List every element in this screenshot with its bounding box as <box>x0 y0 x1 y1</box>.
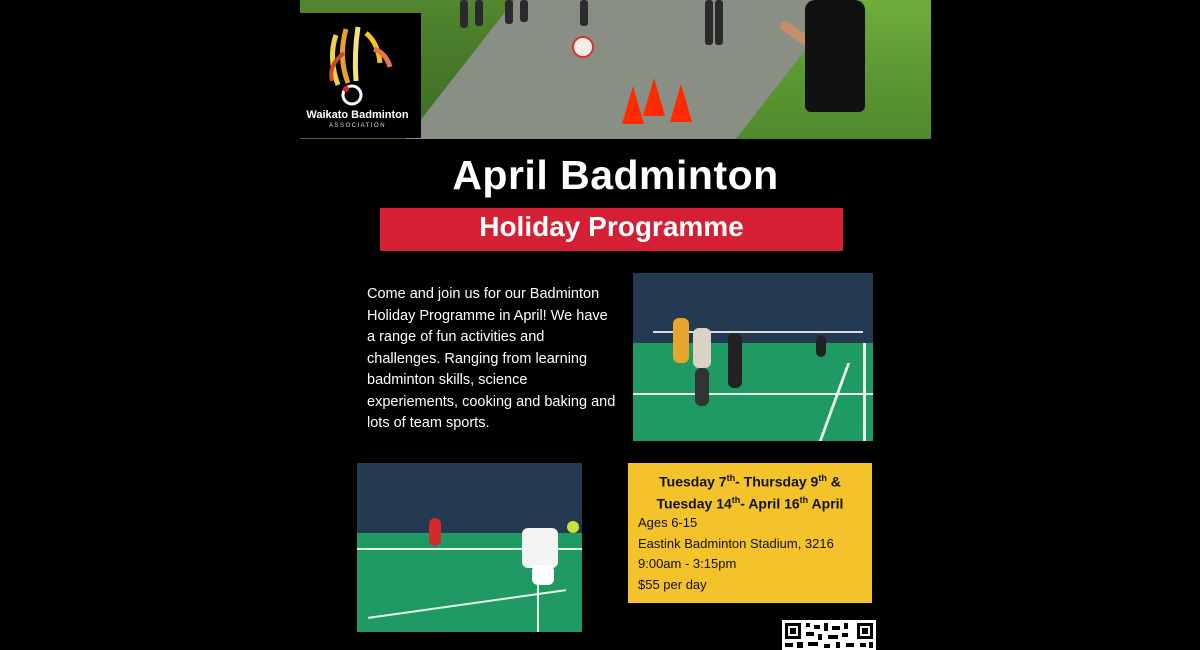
player <box>728 333 742 388</box>
child-figure <box>805 0 865 112</box>
court-line <box>633 393 873 395</box>
shuttlecock-logo-icon <box>294 13 421 108</box>
date-text: - April 16 <box>740 495 800 512</box>
page-subtitle: Holiday Programme <box>479 211 744 242</box>
qr-code[interactable] <box>782 620 876 650</box>
target <box>429 518 441 546</box>
court-photo-child <box>357 463 582 632</box>
court-line <box>863 343 866 441</box>
date-text: April <box>808 495 844 512</box>
price-text: $55 per day <box>638 576 707 592</box>
child-shirt <box>522 528 558 568</box>
person-leg <box>715 0 723 45</box>
ages-text: Ages 6-15 <box>638 515 698 530</box>
date-text: Tuesday 7 <box>659 473 727 490</box>
player-legs <box>695 368 709 406</box>
venue-text: Eastink Badminton Stadium, 3216 <box>638 535 834 551</box>
time-text: 9:00am - 3:15pm <box>638 556 737 571</box>
programme-details-box <box>628 463 872 603</box>
ball <box>567 521 579 533</box>
programme-description: Come and join us for our Badminton Holiday Programme in April! We have a range of fun activities and challenges. Ranging from learning badminton skills, science experiements, cooking and baking and lots of team sports. <box>367 286 616 431</box>
logo-name: Waikato Badminton <box>306 109 409 121</box>
cone <box>643 78 665 116</box>
date-suffix: th <box>726 473 736 483</box>
logo-subtitle: ASSOCIATION <box>328 123 387 129</box>
programme-dates <box>628 469 872 512</box>
person-leg <box>505 0 513 24</box>
person-leg <box>580 0 588 26</box>
date-suffix: th <box>818 473 827 483</box>
person-leg <box>475 0 483 26</box>
date-text: & <box>826 473 841 490</box>
programme-info <box>638 513 834 595</box>
date-suffix: th <box>731 494 741 505</box>
cone <box>622 86 644 124</box>
cone <box>670 84 692 122</box>
person-leg <box>460 0 468 28</box>
ball <box>572 36 594 58</box>
waikato-badminton-logo <box>294 13 421 138</box>
hall-wall <box>357 463 582 533</box>
dates-line-1 <box>628 469 872 491</box>
child-shorts <box>532 565 554 585</box>
court-photo-players <box>633 273 873 441</box>
player <box>693 328 711 368</box>
date-text: Tuesday 14 <box>656 495 732 512</box>
qr-code-icon <box>782 620 876 650</box>
dates-line-2 <box>628 491 872 513</box>
date-suffix: th <box>799 494 809 505</box>
person-leg <box>520 0 528 22</box>
page-title: April Badminton <box>452 152 779 198</box>
player <box>816 335 826 357</box>
person-leg <box>705 0 713 45</box>
umpire-chair <box>673 318 689 363</box>
date-text: - Thursday 9 <box>735 473 819 490</box>
